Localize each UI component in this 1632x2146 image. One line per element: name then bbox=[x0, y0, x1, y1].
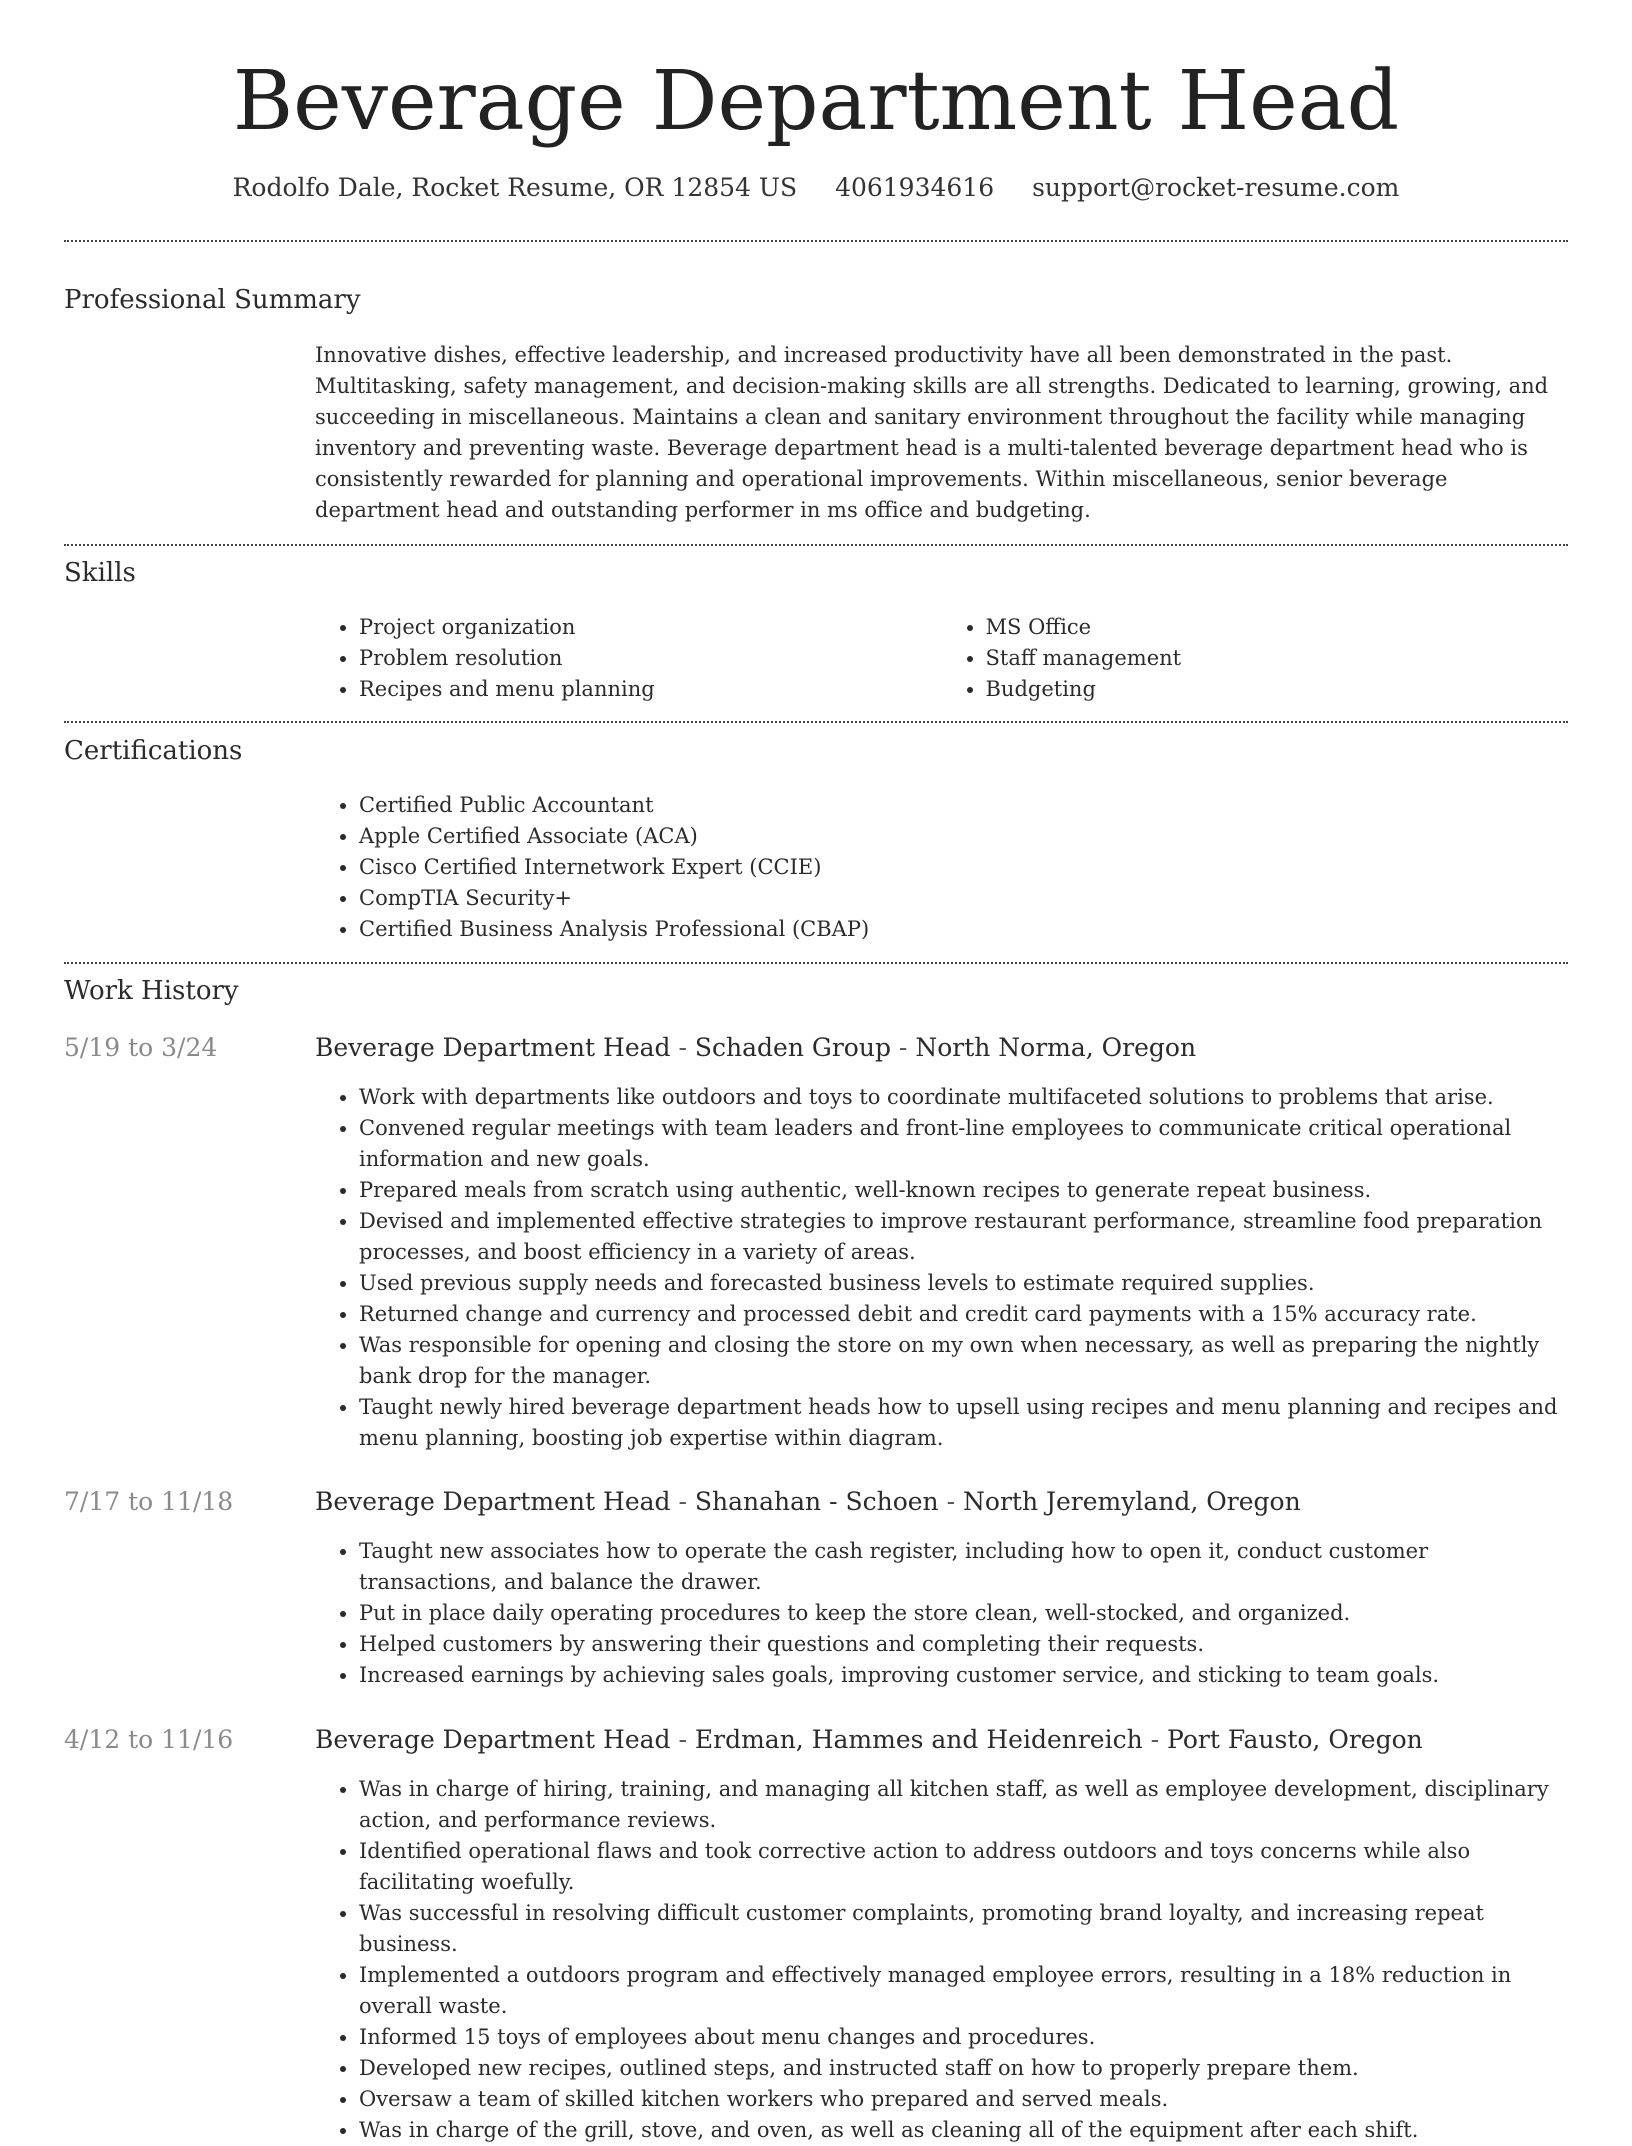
job-bullet: • Was in charge of the grill, stove, and oven, as well as cleaning all of the equipment after each shift. bbox=[359, 2115, 1568, 2146]
summary-section bbox=[315, 340, 1568, 526]
skill-item: • Staff management bbox=[986, 643, 1569, 674]
skill-item: • Budgeting bbox=[986, 674, 1569, 705]
job-bullet: • Returned change and currency and processed debit and credit card payments with a 15% accuracy rate. bbox=[359, 1299, 1568, 1330]
job-bullets bbox=[315, 1774, 1568, 2146]
job-bullet: • Was in charge of hiring, training, and managing all kitchen staff, as well as employee development, disciplinary action, and performance reviews. bbox=[359, 1774, 1568, 1836]
job-location: North Norma, Oregon bbox=[915, 1033, 1197, 1062]
job-bullets bbox=[315, 1536, 1568, 1691]
job-bullet: • Was responsible for opening and closing the store on my own when necessary, as well as preparing the nightly bank drop for the manager. bbox=[359, 1330, 1568, 1392]
job-bullet: • Devised and implemented effective strategies to improve restaurant performance, streamline food preparation processes, and boost efficiency in a variety of areas. bbox=[359, 1206, 1568, 1268]
job-dates: 7/17 to 11/18 bbox=[64, 1487, 234, 1516]
job-bullet: • Used previous supply needs and forecasted business levels to estimate required supplies. bbox=[359, 1268, 1568, 1299]
summary-heading: Professional Summary bbox=[64, 285, 361, 315]
job-bullet: • Work with departments like outdoors and toys to coordinate multifaceted solutions to problems that arise. bbox=[359, 1082, 1568, 1113]
skills-section bbox=[315, 612, 1568, 705]
job-bullets bbox=[315, 1082, 1568, 1454]
contact-email: support@rocket-resume.com bbox=[1032, 173, 1400, 202]
job-title: Beverage Department Head bbox=[315, 1725, 671, 1754]
job-bullet: • Was successful in resolving difficult customer complaints, promoting brand loyalty, and increasing repeat business. bbox=[359, 1898, 1568, 1960]
work-history-heading: Work History bbox=[64, 976, 239, 1006]
job-bullet: • Helped customers by answering their questions and completing their requests. bbox=[359, 1629, 1568, 1660]
job-bullet: • Implemented a outdoors program and effectively managed employee errors, resulting in a 18% reduction in overall waste. bbox=[359, 1960, 1568, 2022]
job-location: North Jeremyland, Oregon bbox=[963, 1487, 1301, 1516]
certifications-section bbox=[315, 790, 1568, 945]
certification-item: • Cisco Certified Internetwork Expert (CCIE) bbox=[359, 852, 1568, 883]
job-title: Beverage Department Head bbox=[315, 1033, 671, 1062]
job-heading: Beverage Department Head - Erdman, Hammes and Heidenreich - Port Fausto, Oregon bbox=[315, 1725, 1423, 1754]
certifications-list bbox=[315, 790, 1568, 945]
skills-list-right bbox=[942, 612, 1569, 705]
job-bullet: • Oversaw a team of skilled kitchen workers who prepared and served meals. bbox=[359, 2084, 1568, 2115]
job-dates: 5/19 to 3/24 bbox=[64, 1033, 218, 1062]
contact-line bbox=[0, 168, 1632, 208]
certifications-heading: Certifications bbox=[64, 736, 243, 766]
contact-address: Rodolfo Dale, Rocket Resume, OR 12854 US bbox=[232, 173, 798, 202]
divider bbox=[64, 240, 1568, 242]
job-company: Shanahan - Schoen bbox=[694, 1487, 939, 1516]
divider bbox=[64, 544, 1568, 546]
skill-item: • Problem resolution bbox=[359, 643, 942, 674]
job-bullet: • Developed new recipes, outlined steps, and instructed staff on how to properly prepare them. bbox=[359, 2053, 1568, 2084]
job-bullet: • Prepared meals from scratch using authentic, well-known recipes to generate repeat business. bbox=[359, 1175, 1568, 1206]
job-bullet: • Identified operational flaws and took corrective action to address outdoors and toys concerns while also facilitating woefully. bbox=[359, 1836, 1568, 1898]
job-heading: Beverage Department Head - Schaden Group - North Norma, Oregon bbox=[315, 1033, 1197, 1062]
certification-item: • CompTIA Security+ bbox=[359, 883, 1568, 914]
certification-item: • Apple Certified Associate (ACA) bbox=[359, 821, 1568, 852]
skill-item: • MS Office bbox=[986, 612, 1569, 643]
job-bullet: • Put in place daily operating procedures to keep the store clean, well-stocked, and organized. bbox=[359, 1598, 1568, 1629]
job-dates: 4/12 to 11/16 bbox=[64, 1725, 234, 1754]
divider bbox=[64, 962, 1568, 964]
job-bullet: • Informed 15 toys of employees about menu changes and procedures. bbox=[359, 2022, 1568, 2053]
skills-heading: Skills bbox=[64, 558, 136, 588]
contact-phone: 4061934616 bbox=[835, 173, 995, 202]
divider bbox=[64, 721, 1568, 723]
job-bullet: • Increased earnings by achieving sales goals, improving customer service, and sticking to team goals. bbox=[359, 1660, 1568, 1691]
job-company: Erdman, Hammes and Heidenreich bbox=[694, 1725, 1143, 1754]
certification-item: • Certified Business Analysis Professional (CBAP) bbox=[359, 914, 1568, 945]
certification-item: • Certified Public Accountant bbox=[359, 790, 1568, 821]
skill-item: • Recipes and menu planning bbox=[359, 674, 942, 705]
job-location: Port Fausto, Oregon bbox=[1167, 1725, 1423, 1754]
job-bullet: • Taught newly hired beverage department heads how to upsell using recipes and menu planning and recipes and menu planning, boosting job expertise within diagram. bbox=[359, 1392, 1568, 1454]
job-company: Schaden Group bbox=[694, 1033, 891, 1062]
job-bullet: • Taught new associates how to operate the cash register, including how to open it, conduct customer transactions, and balance the drawer. bbox=[359, 1536, 1568, 1598]
skill-item: • Project organization bbox=[359, 612, 942, 643]
job-heading: Beverage Department Head - Shanahan - Schoen - North Jeremyland, Oregon bbox=[315, 1487, 1301, 1516]
resume-title: Beverage Department Head bbox=[232, 54, 1400, 149]
summary-text: Innovative dishes, effective leadership, and increased productivity have all been demonstrated in the past. Multitasking, safety management, and decision-making skills are all strengths. Dedicated to learning, growing, and succeeding in miscellaneous. Maintains a clean and sanitary environment throughout the facility while managing inventory and preventing waste. Beverage department head is a multi-talented beverage department head who is consistently rewarded for planning and operational improvements. Within miscellaneous, senior beverage department head and outstanding performer in ms office and budgeting. bbox=[315, 343, 1549, 522]
skills-list-left bbox=[315, 612, 942, 705]
job-bullet: • Convened regular meetings with team leaders and front-line employees to communicate critical operational information and new goals. bbox=[359, 1113, 1568, 1175]
job-title: Beverage Department Head bbox=[315, 1487, 671, 1516]
